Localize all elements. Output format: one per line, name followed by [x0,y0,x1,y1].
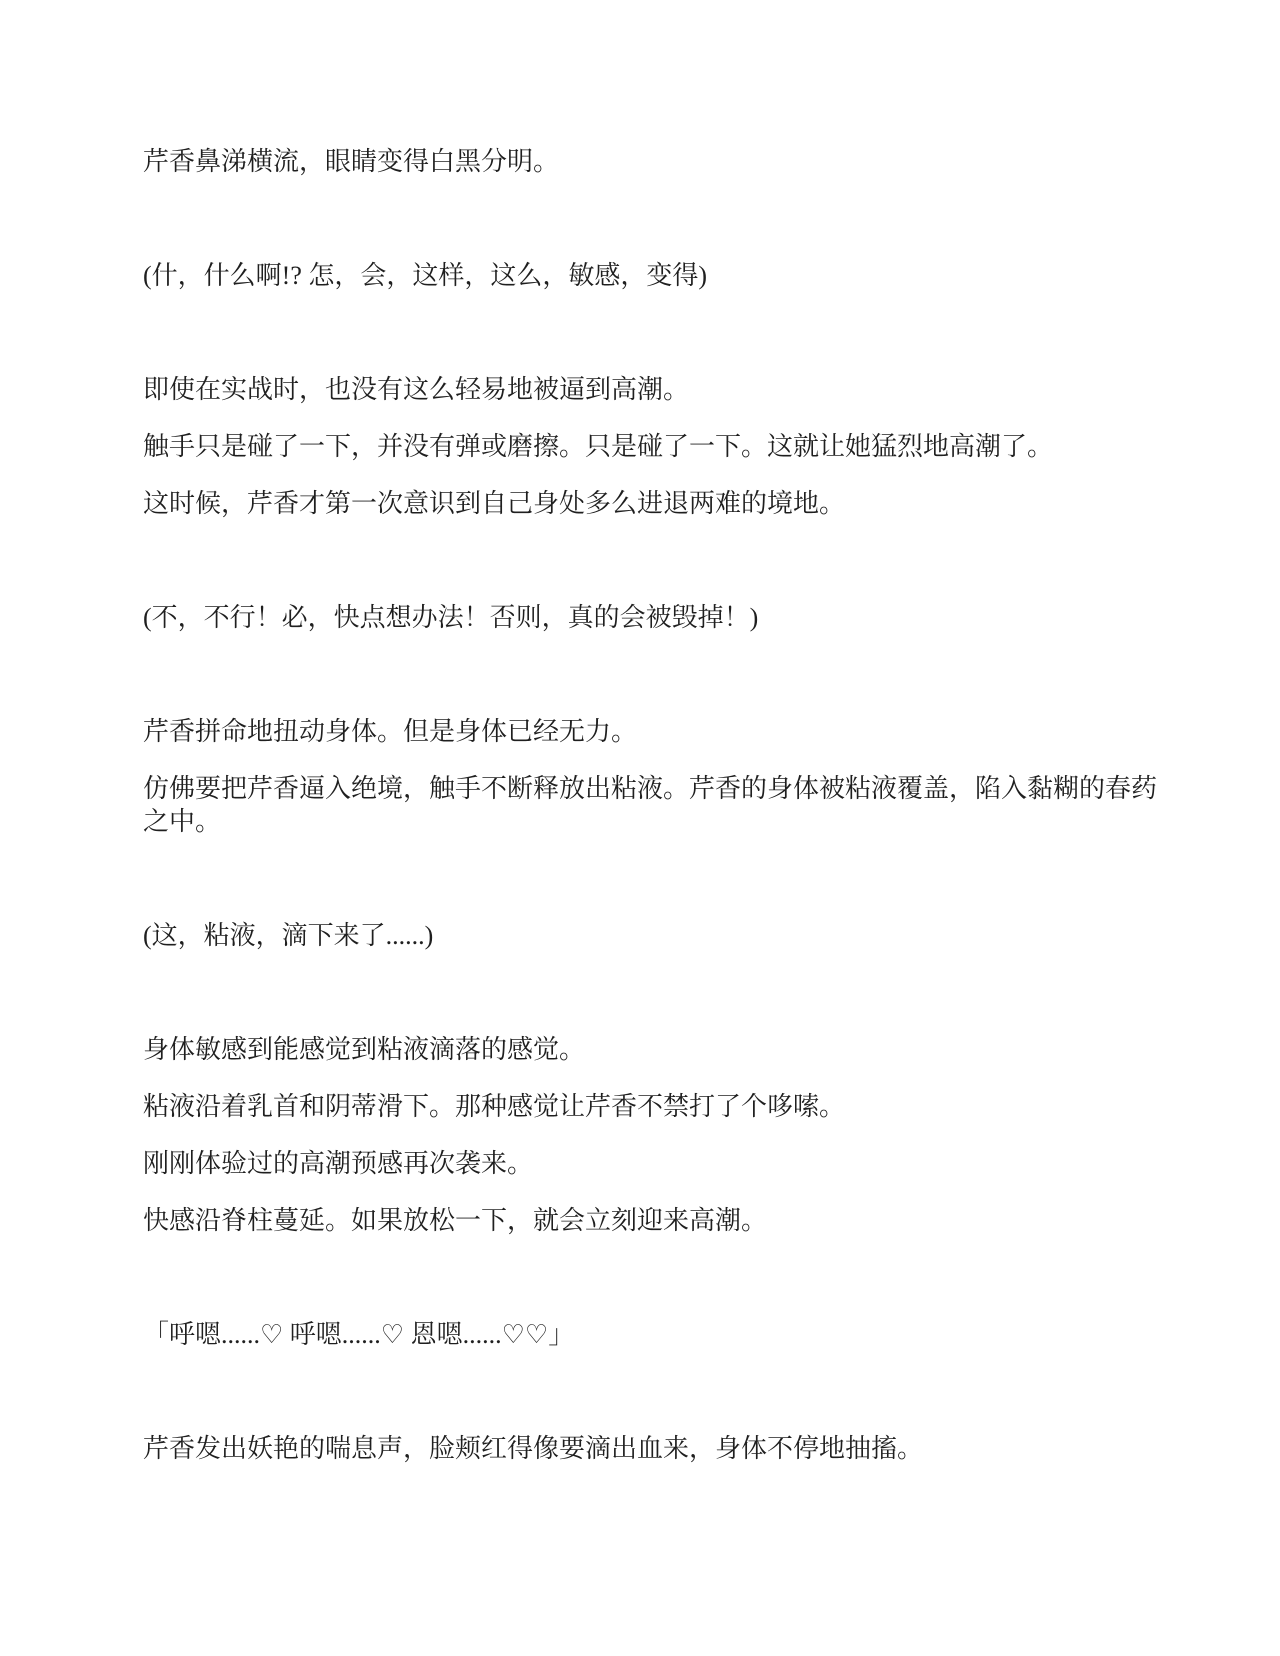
narration-line-8: 粘液沿着乳首和阴蒂滑下。那种感觉让芹香不禁打了个哆嗦。 [143,1092,846,1121]
narration-line-10: 快感沿脊柱蔓延。如果放松一下，就会立刻迎来高潮。 [143,1206,768,1235]
dialogue-line-1: 「呼嗯......♡ 呼嗯......♡ 恩嗯......♡♡」 [143,1320,575,1349]
narration-line-6: 仿佛要把芹香逼入绝境，触手不断释放出粘液。芹香的身体被粘液覆盖，陷入黏糊的春药之中。 [143,774,1158,836]
blank-line-4 [143,658,1170,691]
narration-line-3: 触手只是碰了一下，并没有弹或磨擦。只是碰了一下。这就让她猛烈地高潮了。 [143,432,1054,461]
blank-line-3 [143,544,1170,577]
narration-line-1: 芹香鼻涕横流，眼睛变得白黑分明。 [143,147,560,176]
blank-line-6 [143,976,1170,1009]
blank-line-2 [143,316,1170,349]
blank-line-5 [143,862,1170,895]
narration-line-11: 芹香发出妖艳的喘息声，脸颊红得像要滴出血来，身体不停地抽搐。 [143,1434,924,1463]
inner-thought-3: (这，粘液，滴下来了......) [143,921,434,950]
blank-line-8 [143,1375,1170,1408]
blank-line-1 [143,202,1170,235]
narration-line-9: 刚刚体验过的高潮预感再次袭来。 [143,1149,534,1178]
narration-line-4: 这时候，芹香才第一次意识到自己身处多么进退两难的境地。 [143,489,846,518]
narration-line-2: 即使在实战时，也没有这么轻易地被逼到高潮。 [143,375,690,404]
inner-thought-2: (不，不行！必，快点想办法！否则，真的会被毁掉！) [143,603,759,632]
inner-thought-1: (什，什么啊!? 怎，会，这样，这么，敏感，变得) [143,261,708,290]
blank-line-7 [143,1261,1170,1294]
narration-line-7: 身体敏感到能感觉到粘液滴落的感觉。 [143,1035,586,1064]
narration-line-5: 芹香拼命地扭动身体。但是身体已经无力。 [143,717,638,746]
